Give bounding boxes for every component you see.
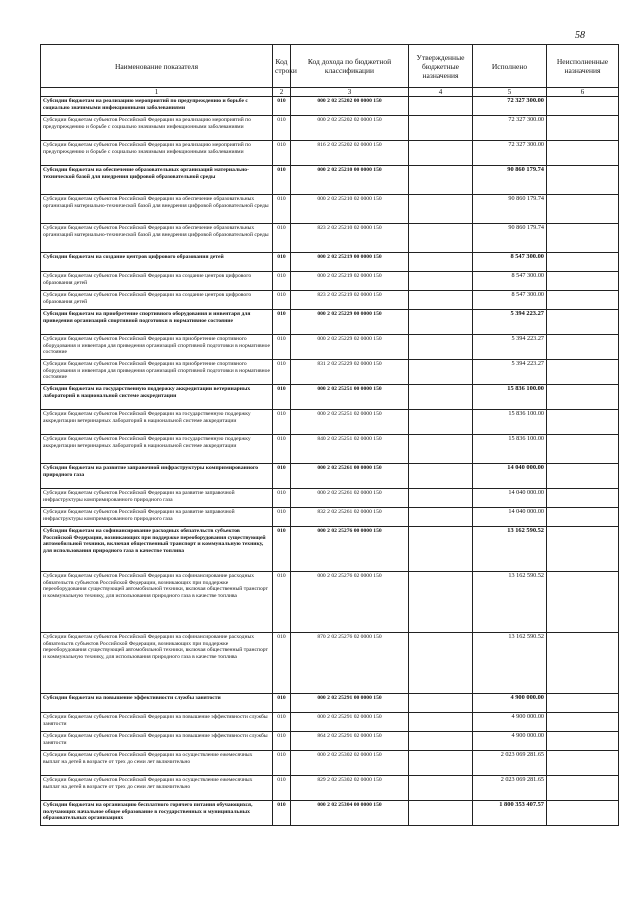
table-row xyxy=(41,291,619,310)
cell-executed: 90 860 179.74 xyxy=(473,224,547,253)
table-row xyxy=(41,310,619,335)
cell-unexecuted xyxy=(547,291,619,310)
income-table xyxy=(40,44,619,826)
cell-name: Субсидии бюджетам на государственную поддержку аккредитации ветеринарных лабораторий в национальной системе аккредитации xyxy=(41,385,273,410)
cell-kbk: 870 2 02 25276 02 0000 150 xyxy=(291,633,409,694)
cell-executed: 8 547 300.00 xyxy=(473,272,547,291)
cell-code: 010 xyxy=(273,195,291,224)
cell-name: Субсидии бюджетам субъектов Российской Федерации на осуществление ежемесячных выплат на детей в возрасте от трех до семи лет включительно xyxy=(41,776,273,801)
cell-unexecuted xyxy=(547,572,619,633)
cell-approved xyxy=(409,572,473,633)
table-row xyxy=(41,732,619,751)
cell-approved xyxy=(409,291,473,310)
cell-unexecuted xyxy=(547,776,619,801)
column-number: 5 xyxy=(473,88,547,97)
cell-approved xyxy=(409,713,473,732)
cell-kbk: 000 2 02 25229 00 0000 150 xyxy=(291,310,409,335)
cell-unexecuted xyxy=(547,410,619,435)
cell-executed: 5 394 223.27 xyxy=(473,360,547,385)
cell-code: 010 xyxy=(273,166,291,195)
cell-code: 010 xyxy=(273,572,291,633)
cell-executed: 5 394 223.27 xyxy=(473,335,547,360)
column-number: 3 xyxy=(291,88,409,97)
table-row xyxy=(41,272,619,291)
cell-executed: 14 040 000.00 xyxy=(473,464,547,489)
cell-executed: 13 162 590.52 xyxy=(473,633,547,694)
cell-executed: 14 040 000.00 xyxy=(473,489,547,508)
header-kbk: Код дохода по бюджетной классификации xyxy=(291,45,409,88)
header-unexecuted: Неисполненные назначения xyxy=(547,45,619,88)
cell-code: 010 xyxy=(273,410,291,435)
cell-name: Субсидии бюджетам на организацию бесплатного горячего питания обучающихся, получающих начальное общее образование в государственных и муниципальных образовательных организациях xyxy=(41,801,273,826)
cell-executed: 13 162 590.52 xyxy=(473,527,547,572)
cell-approved xyxy=(409,195,473,224)
cell-executed: 1 800 353 407.57 xyxy=(473,801,547,826)
column-number: 2 xyxy=(273,88,291,97)
cell-approved xyxy=(409,360,473,385)
cell-unexecuted xyxy=(547,713,619,732)
table-row xyxy=(41,360,619,385)
cell-executed: 14 040 000.00 xyxy=(473,508,547,527)
cell-executed: 15 836 100.00 xyxy=(473,410,547,435)
table-row xyxy=(41,508,619,527)
table-row xyxy=(41,713,619,732)
cell-approved xyxy=(409,141,473,166)
cell-kbk: 000 2 02 25291 00 0000 150 xyxy=(291,694,409,713)
table-row xyxy=(41,253,619,272)
cell-name: Субсидии бюджетам субъектов Российской Федерации на приобретение спортивного оборудования и инвентаря для приведения организаций спортивной подготовки в нормативное состояние xyxy=(41,335,273,360)
cell-code: 010 xyxy=(273,272,291,291)
cell-name: Субсидии бюджетам субъектов Российской Федерации на государственную поддержку аккредитации ветеринарных лабораторий в национальной системе аккредитации xyxy=(41,410,273,435)
cell-unexecuted xyxy=(547,732,619,751)
cell-unexecuted xyxy=(547,97,619,116)
header-approved: Утвержденные бюджетные назначения xyxy=(409,45,473,88)
cell-name: Субсидии бюджетам субъектов Российской Федерации на софинансирование расходных обязательств субъектов Российской Федерации, возникающих при поддержке переоборудования существующей автомобильной техники, включая общественный транспорт и коммунальную технику, для использования природного газа в качестве топлива xyxy=(41,633,273,694)
cell-kbk: 000 2 02 25291 02 0000 150 xyxy=(291,713,409,732)
cell-name: Субсидии бюджетам субъектов Российской Федерации на государственную поддержку аккредитации ветеринарных лабораторий в национальной системе аккредитации xyxy=(41,435,273,464)
cell-kbk: 823 2 02 25219 02 0000 150 xyxy=(291,291,409,310)
cell-name: Субсидии бюджетам субъектов Российской Федерации на софинансирование расходных обязательств субъектов Российской Федерации, возникающих при поддержке переоборудования существующей автомобильной техники, включая общественный транспорт и коммунальную технику, для использования природного газа в качестве топлива xyxy=(41,572,273,633)
cell-approved xyxy=(409,489,473,508)
table-row xyxy=(41,195,619,224)
table-row xyxy=(41,776,619,801)
cell-approved xyxy=(409,166,473,195)
cell-unexecuted xyxy=(547,801,619,826)
cell-name: Субсидии бюджетам на развитие заправочной инфраструктуры компримированного природного газа xyxy=(41,464,273,489)
cell-kbk: 864 2 02 25291 02 0000 150 xyxy=(291,732,409,751)
table-row xyxy=(41,166,619,195)
table-row xyxy=(41,97,619,116)
cell-code: 010 xyxy=(273,489,291,508)
column-number: 4 xyxy=(409,88,473,97)
table-body xyxy=(41,97,619,826)
cell-kbk: 840 2 02 25251 02 0000 150 xyxy=(291,435,409,464)
cell-code: 010 xyxy=(273,224,291,253)
cell-code: 010 xyxy=(273,335,291,360)
cell-executed: 13 162 590.52 xyxy=(473,572,547,633)
cell-code: 010 xyxy=(273,141,291,166)
cell-executed: 4 900 000.00 xyxy=(473,694,547,713)
cell-kbk: 000 2 02 25302 02 0000 150 xyxy=(291,751,409,776)
cell-name: Субсидии бюджетам субъектов Российской Федерации на создание центров цифрового образования детей xyxy=(41,291,273,310)
cell-name: Субсидии бюджетам на повышение эффективности службы занятости xyxy=(41,694,273,713)
cell-approved xyxy=(409,751,473,776)
cell-name: Субсидии бюджетам субъектов Российской Федерации на обеспечение образовательных организаций материально-технической базой для внедрения цифровой образовательной среды xyxy=(41,195,273,224)
cell-unexecuted xyxy=(547,272,619,291)
cell-executed: 90 860 179.74 xyxy=(473,195,547,224)
cell-name: Субсидии бюджетам субъектов Российской Федерации на реализацию мероприятий по предупреждению и борьбе с социально значимыми инфекционными заболеваниями xyxy=(41,141,273,166)
cell-approved xyxy=(409,464,473,489)
cell-unexecuted xyxy=(547,489,619,508)
header-name: Наименование показателя xyxy=(41,45,273,88)
table-row xyxy=(41,410,619,435)
cell-executed: 72 327 300.00 xyxy=(473,97,547,116)
cell-unexecuted xyxy=(547,360,619,385)
cell-kbk: 000 2 02 25251 00 0000 150 xyxy=(291,385,409,410)
cell-code: 010 xyxy=(273,732,291,751)
cell-unexecuted xyxy=(547,527,619,572)
table-row xyxy=(41,435,619,464)
page-number: 58 xyxy=(575,30,585,41)
table-row xyxy=(41,694,619,713)
cell-name: Субсидии бюджетам субъектов Российской Федерации на приобретение спортивного оборудования и инвентаря для приведения организаций спортивной подготовки в нормативное состояние xyxy=(41,360,273,385)
cell-executed: 2 023 069 281.65 xyxy=(473,751,547,776)
cell-code: 010 xyxy=(273,694,291,713)
cell-unexecuted xyxy=(547,310,619,335)
cell-code: 010 xyxy=(273,633,291,694)
cell-approved xyxy=(409,224,473,253)
cell-code: 010 xyxy=(273,253,291,272)
cell-code: 010 xyxy=(273,801,291,826)
cell-kbk: 000 2 02 25202 02 0000 150 xyxy=(291,116,409,141)
cell-executed: 72 327 300.00 xyxy=(473,116,547,141)
cell-executed: 15 836 100.00 xyxy=(473,385,547,410)
cell-executed: 4 900 000.00 xyxy=(473,713,547,732)
cell-kbk: 832 2 02 25261 02 0000 150 xyxy=(291,508,409,527)
cell-name: Субсидии бюджетам субъектов Российской Федерации на обеспечение образовательных организаций материально-технической базой для внедрения цифровой образовательной среды xyxy=(41,224,273,253)
cell-kbk: 000 2 02 25210 00 0000 150 xyxy=(291,166,409,195)
cell-unexecuted xyxy=(547,694,619,713)
cell-name: Субсидии бюджетам на обеспечение образовательных организаций материально-технической базой для внедрения цифровой образовательной среды xyxy=(41,166,273,195)
cell-unexecuted xyxy=(547,166,619,195)
cell-code: 010 xyxy=(273,360,291,385)
cell-unexecuted xyxy=(547,141,619,166)
cell-kbk: 000 2 02 25251 02 0000 150 xyxy=(291,410,409,435)
cell-name: Субсидии бюджетам субъектов Российской Федерации на реализацию мероприятий по предупреждению и борьбе с социально значимыми инфекционными заболеваниями xyxy=(41,116,273,141)
table-row xyxy=(41,572,619,633)
cell-kbk: 000 2 02 25229 02 0000 150 xyxy=(291,335,409,360)
cell-kbk: 000 2 02 25276 00 0000 150 xyxy=(291,527,409,572)
cell-approved xyxy=(409,732,473,751)
cell-kbk: 000 2 02 25261 00 0000 150 xyxy=(291,464,409,489)
cell-kbk: 823 2 02 25210 02 0000 150 xyxy=(291,224,409,253)
table-row xyxy=(41,224,619,253)
cell-approved xyxy=(409,508,473,527)
cell-kbk: 816 2 02 25202 02 0000 150 xyxy=(291,141,409,166)
cell-unexecuted xyxy=(547,335,619,360)
cell-executed: 8 547 300.00 xyxy=(473,253,547,272)
cell-name: Субсидии бюджетам субъектов Российской Федерации на повышение эффективности службы занятости xyxy=(41,713,273,732)
table-row xyxy=(41,464,619,489)
cell-name: Субсидии бюджетам на приобретение спортивного оборудования и инвентаря для приведения организаций спортивной подготовки в нормативное состояние xyxy=(41,310,273,335)
cell-approved xyxy=(409,801,473,826)
table-row xyxy=(41,633,619,694)
cell-unexecuted xyxy=(547,116,619,141)
table-row xyxy=(41,141,619,166)
cell-unexecuted xyxy=(547,385,619,410)
cell-name: Субсидии бюджетам субъектов Российской Федерации на осуществление ежемесячных выплат на детей в возрасте от трех до семи лет включительно xyxy=(41,751,273,776)
column-number: 6 xyxy=(547,88,619,97)
cell-name: Субсидии бюджетам на софинансирование расходных обязательств субъектов Российской Федерации, возникающих при поддержке переоборудования существующей автомобильной техники, включая общественный транспорт и коммунальную технику, для использования природного газа в качестве топлива xyxy=(41,527,273,572)
cell-approved xyxy=(409,385,473,410)
cell-executed: 72 327 300.00 xyxy=(473,141,547,166)
cell-code: 010 xyxy=(273,464,291,489)
cell-kbk: 000 2 02 25219 02 0000 150 xyxy=(291,272,409,291)
cell-unexecuted xyxy=(547,253,619,272)
table-row xyxy=(41,116,619,141)
header-executed: Исполнено xyxy=(473,45,547,88)
cell-approved xyxy=(409,253,473,272)
table-row xyxy=(41,335,619,360)
cell-approved xyxy=(409,435,473,464)
cell-kbk: 000 2 02 25261 02 0000 150 xyxy=(291,489,409,508)
table-row xyxy=(41,489,619,508)
cell-executed: 15 836 100.00 xyxy=(473,435,547,464)
cell-name: Субсидии бюджетам субъектов Российской Федерации на повышение эффективности службы занятости xyxy=(41,732,273,751)
cell-kbk: 000 2 02 25276 02 0000 150 xyxy=(291,572,409,633)
cell-unexecuted xyxy=(547,464,619,489)
cell-unexecuted xyxy=(547,751,619,776)
cell-unexecuted xyxy=(547,508,619,527)
cell-code: 010 xyxy=(273,751,291,776)
cell-code: 010 xyxy=(273,116,291,141)
cell-code: 010 xyxy=(273,310,291,335)
cell-kbk: 000 2 02 25210 02 0000 150 xyxy=(291,195,409,224)
cell-approved xyxy=(409,310,473,335)
cell-code: 010 xyxy=(273,385,291,410)
cell-unexecuted xyxy=(547,633,619,694)
header-code: Код строки xyxy=(273,45,291,88)
cell-executed: 8 547 300.00 xyxy=(473,291,547,310)
cell-code: 010 xyxy=(273,97,291,116)
cell-unexecuted xyxy=(547,435,619,464)
cell-name: Субсидии бюджетам субъектов Российской Федерации на развитие заправочной инфраструктуры компримированного природного газа xyxy=(41,508,273,527)
cell-code: 010 xyxy=(273,776,291,801)
cell-code: 010 xyxy=(273,435,291,464)
cell-approved xyxy=(409,97,473,116)
cell-kbk: 000 2 02 25219 00 0000 150 xyxy=(291,253,409,272)
cell-name: Субсидии бюджетам субъектов Российской Федерации на развитие заправочной инфраструктуры компримированного природного газа xyxy=(41,489,273,508)
cell-unexecuted xyxy=(547,224,619,253)
cell-code: 010 xyxy=(273,527,291,572)
cell-kbk: 000 2 02 25304 00 0000 150 xyxy=(291,801,409,826)
cell-code: 010 xyxy=(273,713,291,732)
cell-kbk: 829 2 02 25302 02 0000 150 xyxy=(291,776,409,801)
cell-kbk: 831 2 02 25229 02 0000 150 xyxy=(291,360,409,385)
cell-approved xyxy=(409,776,473,801)
cell-executed: 5 394 223.27 xyxy=(473,310,547,335)
cell-approved xyxy=(409,116,473,141)
cell-approved xyxy=(409,694,473,713)
cell-approved xyxy=(409,633,473,694)
cell-executed: 2 023 069 281.65 xyxy=(473,776,547,801)
table-header-row xyxy=(41,45,619,88)
cell-unexecuted xyxy=(547,195,619,224)
cell-code: 010 xyxy=(273,508,291,527)
table-row xyxy=(41,527,619,572)
cell-name: Субсидии бюджетам субъектов Российской Федерации на создание центров цифрового образования детей xyxy=(41,272,273,291)
cell-approved xyxy=(409,272,473,291)
column-number: 1 xyxy=(41,88,273,97)
cell-kbk: 000 2 02 25202 00 0000 150 xyxy=(291,97,409,116)
report-sheet xyxy=(40,44,618,826)
table-row xyxy=(41,385,619,410)
cell-executed: 90 860 179.74 xyxy=(473,166,547,195)
table-row xyxy=(41,751,619,776)
cell-code: 010 xyxy=(273,291,291,310)
cell-approved xyxy=(409,335,473,360)
cell-executed: 4 900 000.00 xyxy=(473,732,547,751)
cell-name: Субсидии бюджетам на создание центров цифрового образования детей xyxy=(41,253,273,272)
cell-approved xyxy=(409,410,473,435)
cell-approved xyxy=(409,527,473,572)
table-row xyxy=(41,801,619,826)
cell-name: Субсидии бюджетам на реализацию мероприятий по предупреждению и борьбе с социально значимыми инфекционными заболеваниями xyxy=(41,97,273,116)
column-number-row xyxy=(41,88,619,97)
